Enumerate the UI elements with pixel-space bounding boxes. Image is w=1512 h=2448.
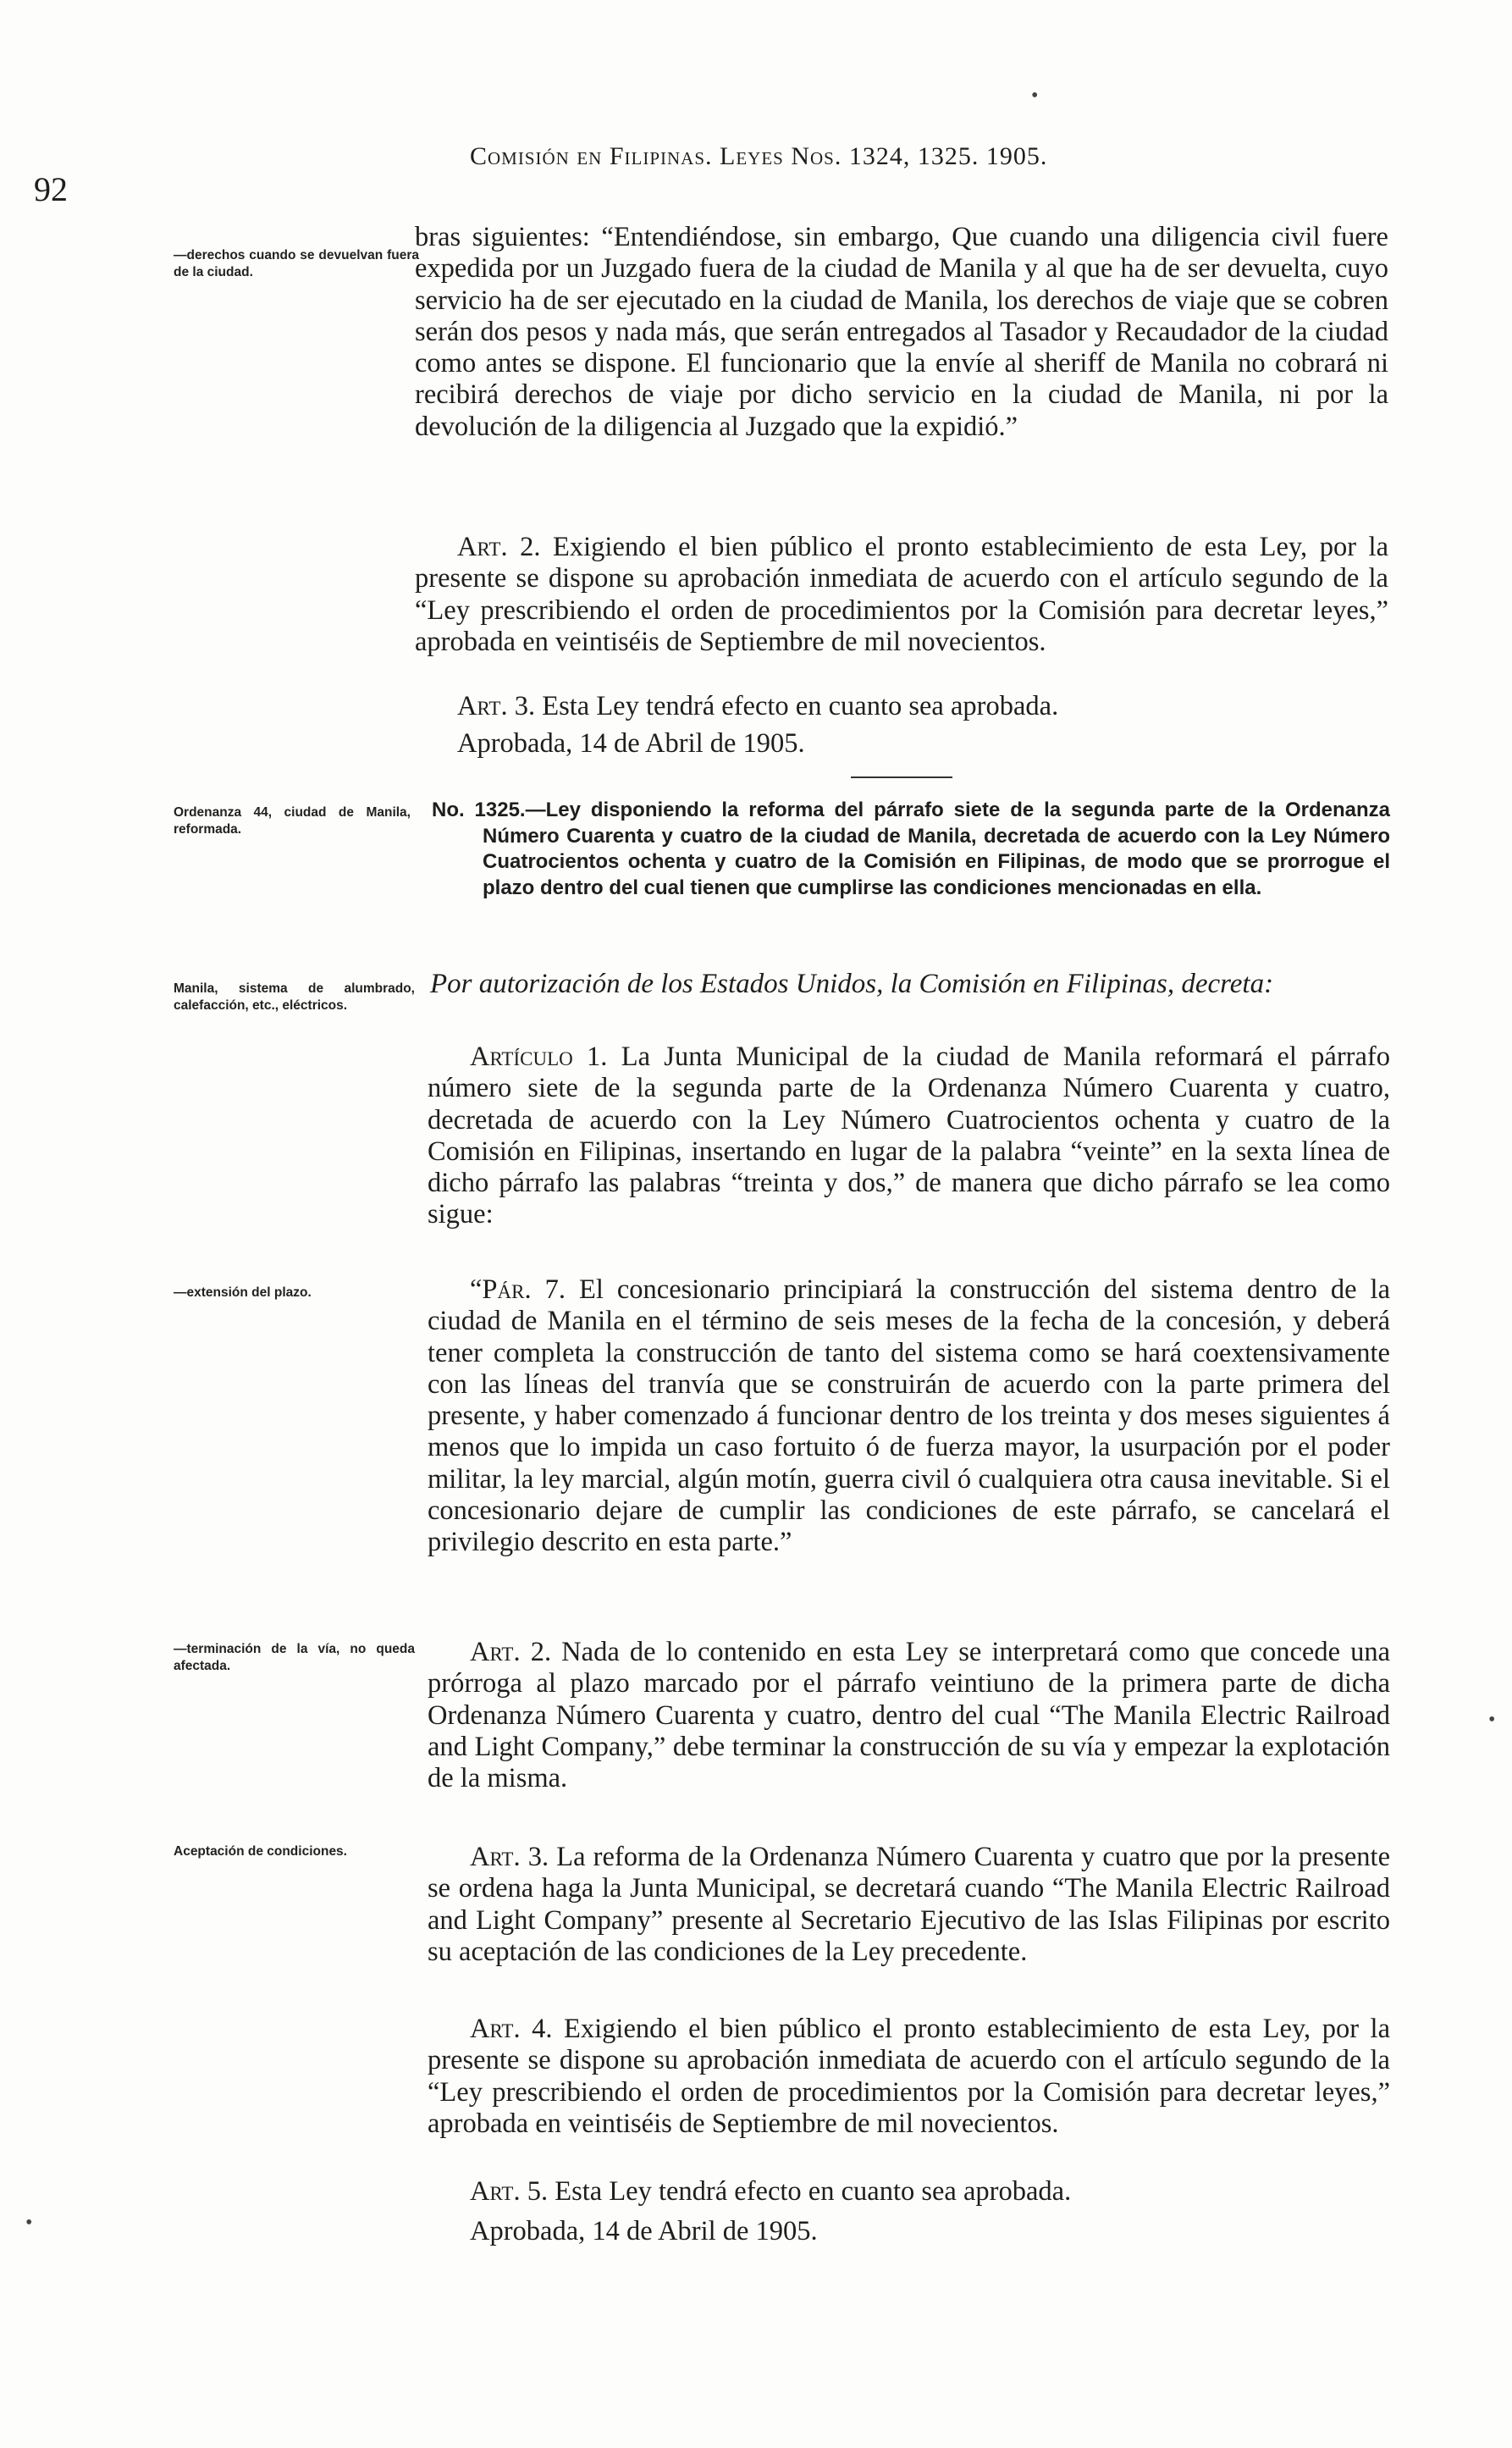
article-text: La Junta Municipal de la ciudad de Manila reformará el párrafo número siete de la segunda parte de la Ordenanza Número Cuarenta y cuatro, decretada de acuerdo con la Ley Número Cuatrocientos ochenta y cuatro de la Comisión en Filipinas, insertando en lugar de la palabra “veinte” en la sexta línea de dicho párrafo las palabras “treinta y dos,” de manera que dicho párrafo se lea como sigue:	[428, 1042, 1391, 1230]
paragraph-text: El concesionario principiará la construcción del sistema dentro de la ciudad de Manila en el término de seis meses de la fecha de la concesión, y deberá tener completa la construcción de tanto del sistema como se hará coextensivamente con las líneas del tranvía que se construirán de acuerdo con la parte primera del presente, y haber comenzado á funcionar dentro de los treinta y dos meses siguientes á menos que lo impida un caso fortuito ó de fuerza mayor, la usurpación por el poder militar, la ley marcial, algún motín, guerra civil ó cualquiera otra causa inevitable. Si el concesionario dejare de cumplir las condiciones de este párrafo, se cancelará el privilegio descrito en esta parte.”	[428, 1274, 1391, 1558]
article-text: La reforma de la Ordenanza Número Cuarenta y cuatro que por la presente se ordena haga la Junta Municipal, se decretará cuando “The Manila Electric Railroad and Light Company” presente al Secretario Ejecutivo de las Islas Filipinas por escrito su aceptación de las condiciones de la Ley precedente.	[428, 1842, 1391, 1967]
approval-date: Aprobada, 14 de Abril de 1905.	[470, 2216, 818, 2246]
article-text: Esta Ley tendrá efecto en cuanto sea aprobada.	[542, 691, 1059, 721]
act-1325-approved	[428, 2216, 1390, 2247]
act-1325-article-2	[428, 1637, 1390, 1794]
continuation-text: bras siguientes: “Entendiéndose, sin embargo, Que cuando una diligencia civil fuere expedida por un Juzgado fuera de la ciudad de Manila y al que ha de ser devuelta, cuyo servicio ha de ser ejecutado en la ciudad de Manila, los derechos de viaje que se cobren serán dos pesos y nada más, que serán entregados al Tasador y Recaudador de la ciudad como antes se dispone. El funcionario que la envíe al sheriff de Manila no cobrará ni recibirá derechos de viaje por dicho servicio en la ciudad de Manila, ni por la devolución de la diligencia al Juzgado que la expidió.”	[415, 222, 1388, 442]
margin-note-ordenanza: Ordenanza 44, ciudad de Manila, reformada.	[174, 805, 411, 837]
article-label: Art. 4.	[470, 2014, 553, 2044]
act-1325-article-4	[428, 2014, 1390, 2140]
enacting-clause: Por autorización de los Estados Unidos, la Comisión en Filipinas, decreta:	[430, 969, 1274, 999]
paragraph-label: “Pár. 7.	[470, 1274, 566, 1305]
speck-mark: •	[25, 2212, 33, 2234]
act-1325-article-3	[428, 1842, 1390, 1968]
article-text: Exigiendo el bien público el pronto establecimiento de esta Ley, por la presente se dispone su aprobación inmediata de acuerdo con el artículo segundo de la “Ley prescribiendo el orden de procedimientos por la Comisión para decretar leyes,” aprobada en veintiséis de Septiembre de mil novecientos.	[415, 532, 1389, 657]
margin-note-terminacion: —terminación de la vía, no queda afectada.	[174, 1642, 415, 1673]
margin-note-extension: —extensión del plazo.	[174, 1285, 312, 1300]
article-text: Nada de lo contenido en esta Ley se interpretará como que concede una prórroga al plazo marcado por el párrafo veintiuno de la primera parte de dicha Ordenanza Número Cuarenta y cuatro, dentro del cual “The Manila Electric Railroad and Light Company,” debe terminar la construcción de su vía y empezar la explotación de la misma.	[428, 1637, 1391, 1794]
margin-note-derechos: —derechos cuando se devuelvan fuera de la ciudad.	[174, 248, 419, 279]
article-label: Art. 5.	[470, 2176, 549, 2207]
article-label: Art. 2.	[457, 532, 541, 562]
speck-mark: •	[1488, 1709, 1496, 1731]
page-number: 92	[34, 170, 68, 208]
article-label: Art. 3.	[470, 1842, 549, 1872]
act-1325-article-5	[428, 2176, 1390, 2208]
act-1325-heading: No. 1325.—Ley disponiendo la reforma del párrafo siete de la segunda parte de la Ordenanza Número Cuarenta y cuatro de la ciudad de Manila, decretada de acuerdo con la Ley Número Cuatrocientos ochenta y cuatro de la Comisión en Filipinas, de modo que se prorrogue el plazo dentro del cual tienen que cumplirse las condiciones mencionadas en ella.	[432, 799, 1390, 899]
article-label: Art. 2.	[470, 1637, 552, 1667]
article-label: Artículo 1.	[470, 1042, 608, 1072]
act-1325-paragraph-7	[428, 1274, 1390, 1559]
act-1324-approved	[415, 728, 1388, 760]
approval-date: Aprobada, 14 de Abril de 1905.	[457, 728, 805, 759]
article-text: Esta Ley tendrá efecto en cuanto sea aprobada.	[555, 2176, 1072, 2207]
margin-note-manila-sistema: Manila, sistema de alumbrado, calefacción, etc., eléctricos.	[174, 981, 415, 1013]
article-text: Exigiendo el bien público el pronto establecimiento de esta Ley, por la presente se dispone su aprobación inmediata de acuerdo con el artículo segundo de la “Ley prescribiendo el orden de procedimientos por la Comisión para decretar leyes,” aprobada en veintiséis de Septiembre de mil novecientos.	[428, 2014, 1391, 2139]
act-1324-article-2	[415, 532, 1388, 658]
act-1324-continuation	[415, 222, 1388, 443]
article-label: Art. 3.	[457, 691, 536, 721]
speck-mark: •	[1031, 85, 1039, 107]
section-divider	[851, 776, 952, 778]
act-1325-article-1	[428, 1042, 1390, 1231]
act-1324-article-3	[415, 691, 1388, 722]
running-head: Comisión en Filipinas. Leyes Nos. 1324, 1325. 1905.	[470, 142, 1048, 170]
margin-note-aceptacion: Aceptación de condiciones.	[174, 1844, 347, 1859]
